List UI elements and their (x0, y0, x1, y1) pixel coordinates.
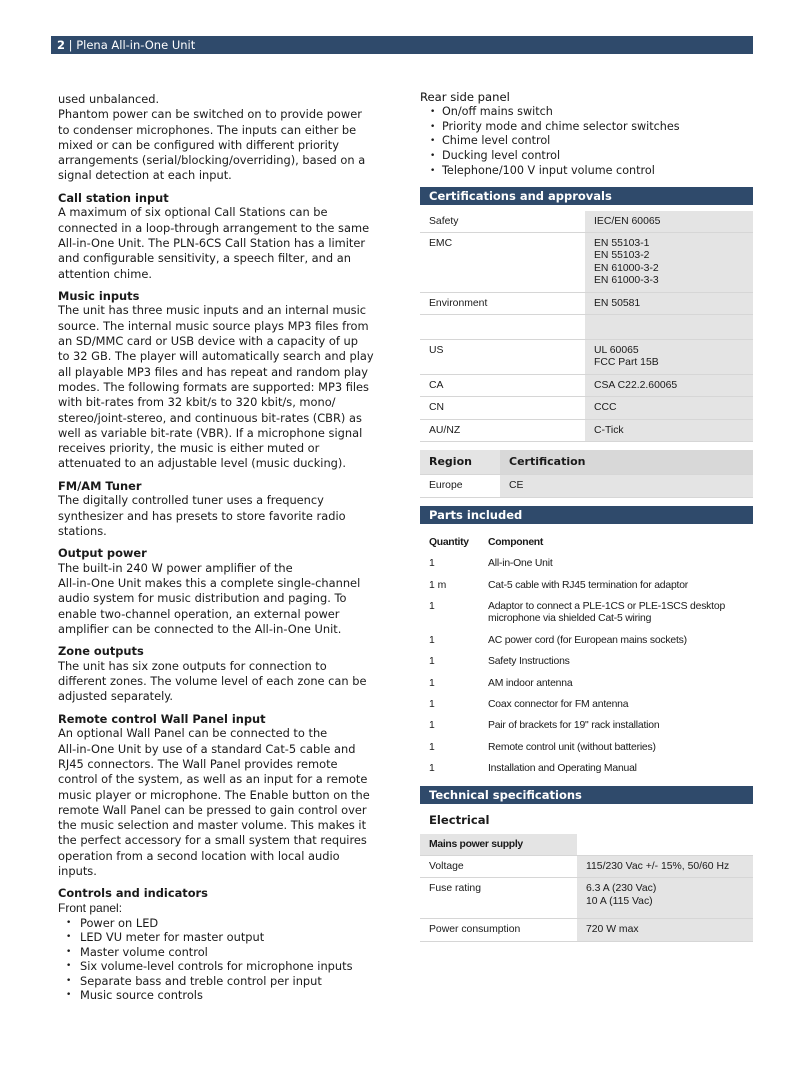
cert-value (585, 397, 753, 419)
page-number: 2 (57, 38, 66, 52)
table-row (420, 575, 753, 596)
cert-label (420, 314, 585, 339)
intro-line: used unbalanced. (58, 92, 160, 106)
value-line: IEC/EN 60065 (594, 215, 661, 227)
electrical-table (420, 834, 753, 942)
value-line: FCC Part 15B (594, 357, 659, 369)
text-line: remote Wall Panel can be pressed to gain control over (58, 802, 367, 817)
table-row (420, 419, 753, 441)
cert-label: AU/NZ (420, 419, 585, 441)
value-line: EN 50581 (594, 297, 641, 309)
text-line: amplifier can be connected to the All-in-One Unit. (58, 621, 342, 636)
left-column (58, 92, 398, 1003)
text-line: RJ45 connectors. The Wall Panel provides remote (58, 756, 338, 771)
list-item: • Music source controls (66, 988, 398, 1003)
table-row (420, 878, 753, 919)
component-cell: Pair of brackets for 19" rack installation (488, 720, 660, 732)
electrical-heading: Electrical (429, 812, 490, 827)
intro-line: arrangements (serial/blocking/overriding), based on a (58, 153, 366, 168)
intro-line: Phantom power can be switched on to provide power (58, 107, 362, 122)
spec-label: Power consumption (420, 919, 577, 941)
text-line: The unit has six zone outputs for connection to (58, 658, 327, 673)
text-line: attenuated to an adjustable level (music ducking). (58, 456, 346, 471)
certifications-table (420, 211, 753, 442)
quantity-header: Quantity (429, 536, 469, 548)
text-line: receives priority, the music is either muted or (58, 441, 320, 456)
table-row (420, 694, 753, 715)
component-cell: Installation and Operating Manual (488, 763, 637, 775)
text-line: and configurable sensitivity, a speech filter, and an (58, 251, 351, 266)
call-station-heading: Call station input (58, 190, 169, 205)
text-line: to 32 GB. The player will automatically search and play (58, 349, 374, 364)
quantity-cell: 1 (429, 677, 435, 689)
list-item: • Telephone/100 V input volume control (430, 164, 753, 179)
component-cell: All-in-One Unit (488, 558, 553, 570)
region-cell: Europe (420, 475, 500, 497)
value-line: 115/230 Vac +/- 15%, 50/60 Hz (586, 861, 730, 873)
text-line: All-in-One Unit makes this a complete single-channel (58, 576, 361, 591)
table-header-row (420, 532, 753, 553)
cert-value (585, 292, 753, 314)
spec-label: Voltage (420, 856, 577, 878)
text-line: stereo/joint-stereo, and continuous bit-rates (CBR) as (58, 410, 362, 425)
text-line: attention chime. (58, 266, 152, 281)
value-line: EN 61000-3-2 (594, 262, 659, 274)
text-line: inputs. (58, 864, 97, 879)
value-line: CCC (594, 402, 617, 414)
cert-value (585, 374, 753, 396)
component-cell: Safety Instructions (488, 656, 570, 668)
intro-line: signal detection at each input. (58, 168, 232, 183)
value-line: C-Tick (594, 424, 624, 436)
text-line: An optional Wall Panel can be connected to the (58, 726, 328, 741)
cert-value (585, 419, 753, 441)
table-row (420, 737, 753, 758)
text-line: with bit-rates from 32 kbit/s to 320 kbit/s, mono/ (58, 395, 336, 410)
front-panel-list (66, 916, 398, 1003)
cert-value (585, 232, 753, 292)
table-row (420, 630, 753, 651)
quantity-cell: 1 (429, 699, 435, 711)
parts-table (420, 532, 753, 780)
parts-section-bar: Parts included (420, 506, 753, 524)
cert-value (585, 314, 753, 339)
text-line: an SD/MMC card or USB device with a capacity of up (58, 334, 358, 349)
text-line: all playable MP3 files and has repeat and random play (58, 364, 369, 379)
rear-panel-list (430, 105, 753, 179)
text-line: the music selection and master volume. This makes it (58, 818, 367, 833)
table-row (420, 673, 753, 694)
tech-specs-section-bar: Technical specifications (420, 786, 753, 804)
spec-label: Fuse rating (420, 878, 577, 919)
output-power-heading: Output power (58, 546, 147, 561)
text-line: audio system for music distribution and paging. To (58, 591, 347, 606)
certifications-section-bar: Certifications and approvals (420, 187, 753, 205)
component-cell: AC power cord (for European mains sockets) (488, 634, 687, 646)
mains-header: Mains power supply (420, 834, 577, 856)
text-line: music player or microphone. The Enable button on the (58, 787, 370, 802)
text-line: All-in-One Unit. The PLN-6CS Call Station has a limiter (58, 235, 366, 250)
table-row (420, 211, 753, 233)
music-inputs-heading: Music inputs (58, 288, 140, 303)
cert-label: CN (420, 397, 585, 419)
text-line: synthesizer and has presets to store favorite radio (58, 508, 346, 523)
table-row (420, 374, 753, 396)
list-item: • Ducking level control (430, 149, 753, 164)
cert-label: Safety (420, 211, 585, 233)
text-line: adjusted separately. (58, 689, 174, 704)
cert-label: Environment (420, 292, 585, 314)
tuner-text (58, 493, 398, 539)
front-panel-heading: Front panel: (58, 900, 123, 915)
quantity-cell: 1 (429, 763, 435, 775)
list-item: • LED VU meter for master output (66, 930, 398, 945)
quantity-cell: 1 m (429, 579, 447, 591)
table-row (420, 232, 753, 292)
quantity-cell: 1 (429, 720, 435, 732)
header-title: Plena All-in-One Unit (76, 38, 196, 52)
quantity-cell: 1 (429, 601, 435, 613)
component-cell: Remote control unit (without batteries) (488, 741, 656, 753)
list-item: • Power on LED (66, 916, 398, 931)
cert-value (585, 211, 753, 233)
component-cell: Adaptor to connect a PLE-1CS or PLE-1SCS desktop microphone via shielded Cat-5 wiring (488, 601, 726, 625)
right-column (420, 90, 753, 942)
component-cell: AM indoor antenna (488, 677, 573, 689)
rear-panel-heading: Rear side panel (420, 90, 510, 104)
table-row (420, 397, 753, 419)
list-item: • Priority mode and chime selector switches (430, 120, 753, 135)
page-header (51, 36, 753, 54)
table-row (420, 651, 753, 672)
cert-value (585, 339, 753, 374)
list-item: • Master volume control (66, 945, 398, 960)
zone-outputs-text (58, 659, 398, 705)
text-line: All-in-One Unit by use of a standard Cat-5 cable and (58, 741, 356, 756)
table-row (420, 596, 753, 630)
value-line: EN 61000-3-3 (594, 275, 659, 287)
region-header: Region (420, 450, 500, 475)
certification-header: Certification (500, 450, 753, 475)
quantity-cell: 1 (429, 741, 435, 753)
text-line: stations. (58, 523, 107, 538)
text-line: control of the system, as well as an input for a remote (58, 772, 368, 787)
mains-header-blank (577, 834, 753, 856)
cert-label: CA (420, 374, 585, 396)
table-row (420, 475, 753, 497)
list-item: • Separate bass and treble control per input (66, 974, 398, 989)
value-line: 10 A (115 Vac) (586, 895, 653, 907)
component-cell: Coax connector for FM antenna (488, 699, 629, 711)
intro-text (58, 92, 398, 184)
table-row (420, 292, 753, 314)
table-header-row (420, 450, 753, 475)
list-item: • On/off mains switch (430, 105, 753, 120)
zone-outputs-heading: Zone outputs (58, 644, 144, 659)
cert-label: EMC (420, 232, 585, 292)
table-row (420, 919, 753, 941)
text-line: The unit has three music inputs and an internal music (58, 303, 367, 318)
table-row (420, 856, 753, 878)
table-header-row (420, 834, 753, 856)
text-line: different zones. The volume level of each zone can be (58, 674, 367, 689)
remote-panel-text (58, 726, 398, 879)
table-row (420, 339, 753, 374)
controls-heading: Controls and indicators (58, 886, 208, 901)
value-line: EN 55103-1 (594, 237, 650, 249)
call-station-text (58, 205, 398, 281)
text-line: the perfect accessory for a small system that requires (58, 833, 367, 848)
header-separator: | (68, 38, 73, 52)
intro-line: to condenser microphones. The inputs can either be (58, 122, 357, 137)
spec-value (577, 856, 753, 878)
value-line: 6.3 A (230 Vac) (586, 883, 657, 895)
quantity-cell: 1 (429, 558, 435, 570)
component-cell: Cat-5 cable with RJ45 termination for adaptor (488, 579, 689, 591)
component-header: Component (488, 536, 544, 548)
list-item: • Chime level control (430, 134, 753, 149)
tuner-heading: FM/AM Tuner (58, 478, 142, 493)
table-row (420, 715, 753, 736)
certification-cell: CE (500, 475, 753, 497)
region-table (420, 450, 753, 498)
output-power-text (58, 561, 398, 637)
value-line: UL 60065 (594, 344, 639, 356)
spec-value (577, 878, 753, 919)
text-line: modes. The following formats are supported: MP3 files (58, 379, 369, 394)
music-inputs-text (58, 303, 398, 471)
table-row (420, 314, 753, 339)
table-row (420, 758, 753, 779)
table-row (420, 553, 753, 574)
remote-panel-heading: Remote control Wall Panel input (58, 711, 266, 726)
text-line: enable two-channel operation, an external power (58, 606, 340, 621)
quantity-cell: 1 (429, 656, 435, 668)
value-line: 720 W max (586, 924, 639, 936)
cert-label: US (420, 339, 585, 374)
list-item: • Six volume-level controls for microphone inputs (66, 959, 398, 974)
intro-line: mixed or can be configured with different priority (58, 137, 339, 152)
text-line: source. The internal music source plays MP3 files from (58, 318, 369, 333)
text-line: The built-in 240 W power amplifier of the (58, 560, 293, 575)
text-line: A maximum of six optional Call Stations can be (58, 205, 328, 220)
value-line: CSA C22.2.60065 (594, 379, 678, 391)
quantity-cell: 1 (429, 634, 435, 646)
spec-value (577, 919, 753, 941)
value-line: EN 55103-2 (594, 250, 650, 262)
text-line: well as variable bit-rate (VBR). If a microphone signal (58, 425, 363, 440)
text-line: operation from a second location with local audio (58, 848, 340, 863)
text-line: connected in a loop-through arrangement to the same (58, 220, 370, 235)
text-line: The digitally controlled tuner uses a frequency (58, 493, 324, 508)
